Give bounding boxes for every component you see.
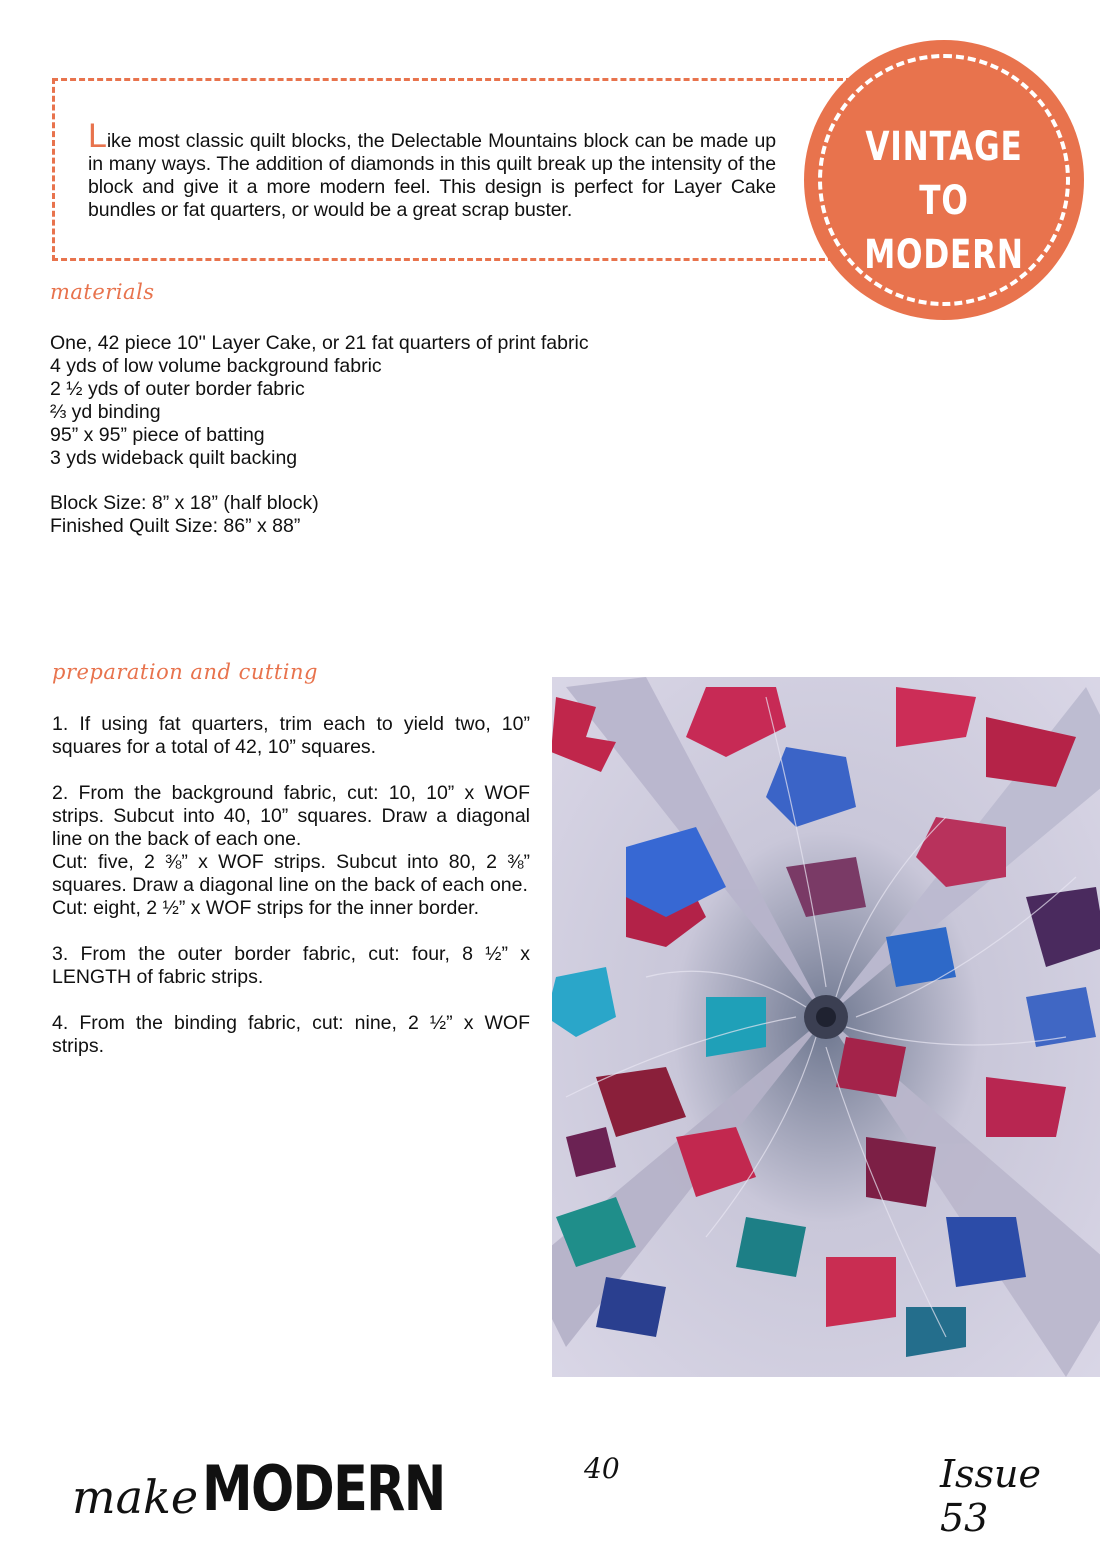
- list-item: 3 yds wideback quilt backing: [50, 447, 298, 469]
- badge-line-1: VINTAGE: [865, 124, 1023, 170]
- materials-heading: materials: [50, 280, 155, 304]
- logo-make: make: [72, 1470, 199, 1524]
- logo-modern: MODERN: [202, 1452, 445, 1525]
- list-item: 4 yds of low volume background fabric: [50, 355, 382, 377]
- prep-steps: [52, 713, 530, 1081]
- materials-list: [50, 332, 589, 470]
- badge-line-2: TO MODERN: [864, 178, 1024, 278]
- intro-text: ike most classic quilt blocks, the Delectable Mountains block can be made up in many ways. The addition of diamonds in this quilt break up the intensity of the block and give it a more modern feel. This design is perfect for Layer Cake bundles or fat quarters, or would be a great scrap buster.: [88, 130, 776, 221]
- size-info: [50, 492, 319, 538]
- step-2: [52, 782, 530, 920]
- issue-label: Issue 53: [940, 1452, 1041, 1540]
- list-item: ⅔ yd binding: [50, 401, 161, 423]
- badge-title: [835, 120, 1053, 282]
- step-2-background-cut: 2. From the background fabric, cut: 10, 10” x WOF strips. Subcut into 40, 10” squares. Draw a diagonal line on the back of each one.: [52, 782, 530, 850]
- prep-heading: preparation and cutting: [52, 660, 318, 684]
- intro-paragraph: [88, 117, 776, 222]
- quilt-photo: [552, 677, 1100, 1377]
- drop-cap: L: [88, 117, 107, 155]
- step-4: 4. From the binding fabric, cut: nine, 2 ½” x WOF strips.: [52, 1012, 530, 1057]
- list-item: One, 42 piece 10'' Layer Cake, or 21 fat quarters of print fabric: [50, 332, 589, 354]
- step-3: 3. From the outer border fabric, cut: four, 8 ½” x LENGTH of fabric strips.: [52, 943, 530, 988]
- make-modern-logo: [72, 1440, 498, 1525]
- step-1: 1. If using fat quarters, trim each to yield two, 10” squares for a total of 42, 10” squares.: [52, 713, 530, 758]
- block-size: Block Size: 8” x 18” (half block): [50, 492, 319, 514]
- vintage-to-modern-badge: [804, 40, 1084, 320]
- list-item: 2 ½ yds of outer border fabric: [50, 378, 305, 400]
- step-2-small-squares: Cut: five, 2 ⅜” x WOF strips. Subcut into 80, 2 ⅜” squares. Draw a diagonal line on the back of each one.: [52, 851, 530, 896]
- page-number: 40: [584, 1452, 620, 1485]
- step-2-inner-border: Cut: eight, 2 ½” x WOF strips for the inner border.: [52, 897, 480, 919]
- finished-size: Finished Quilt Size: 86” x 88”: [50, 515, 301, 537]
- list-item: 95” x 95” piece of batting: [50, 424, 265, 446]
